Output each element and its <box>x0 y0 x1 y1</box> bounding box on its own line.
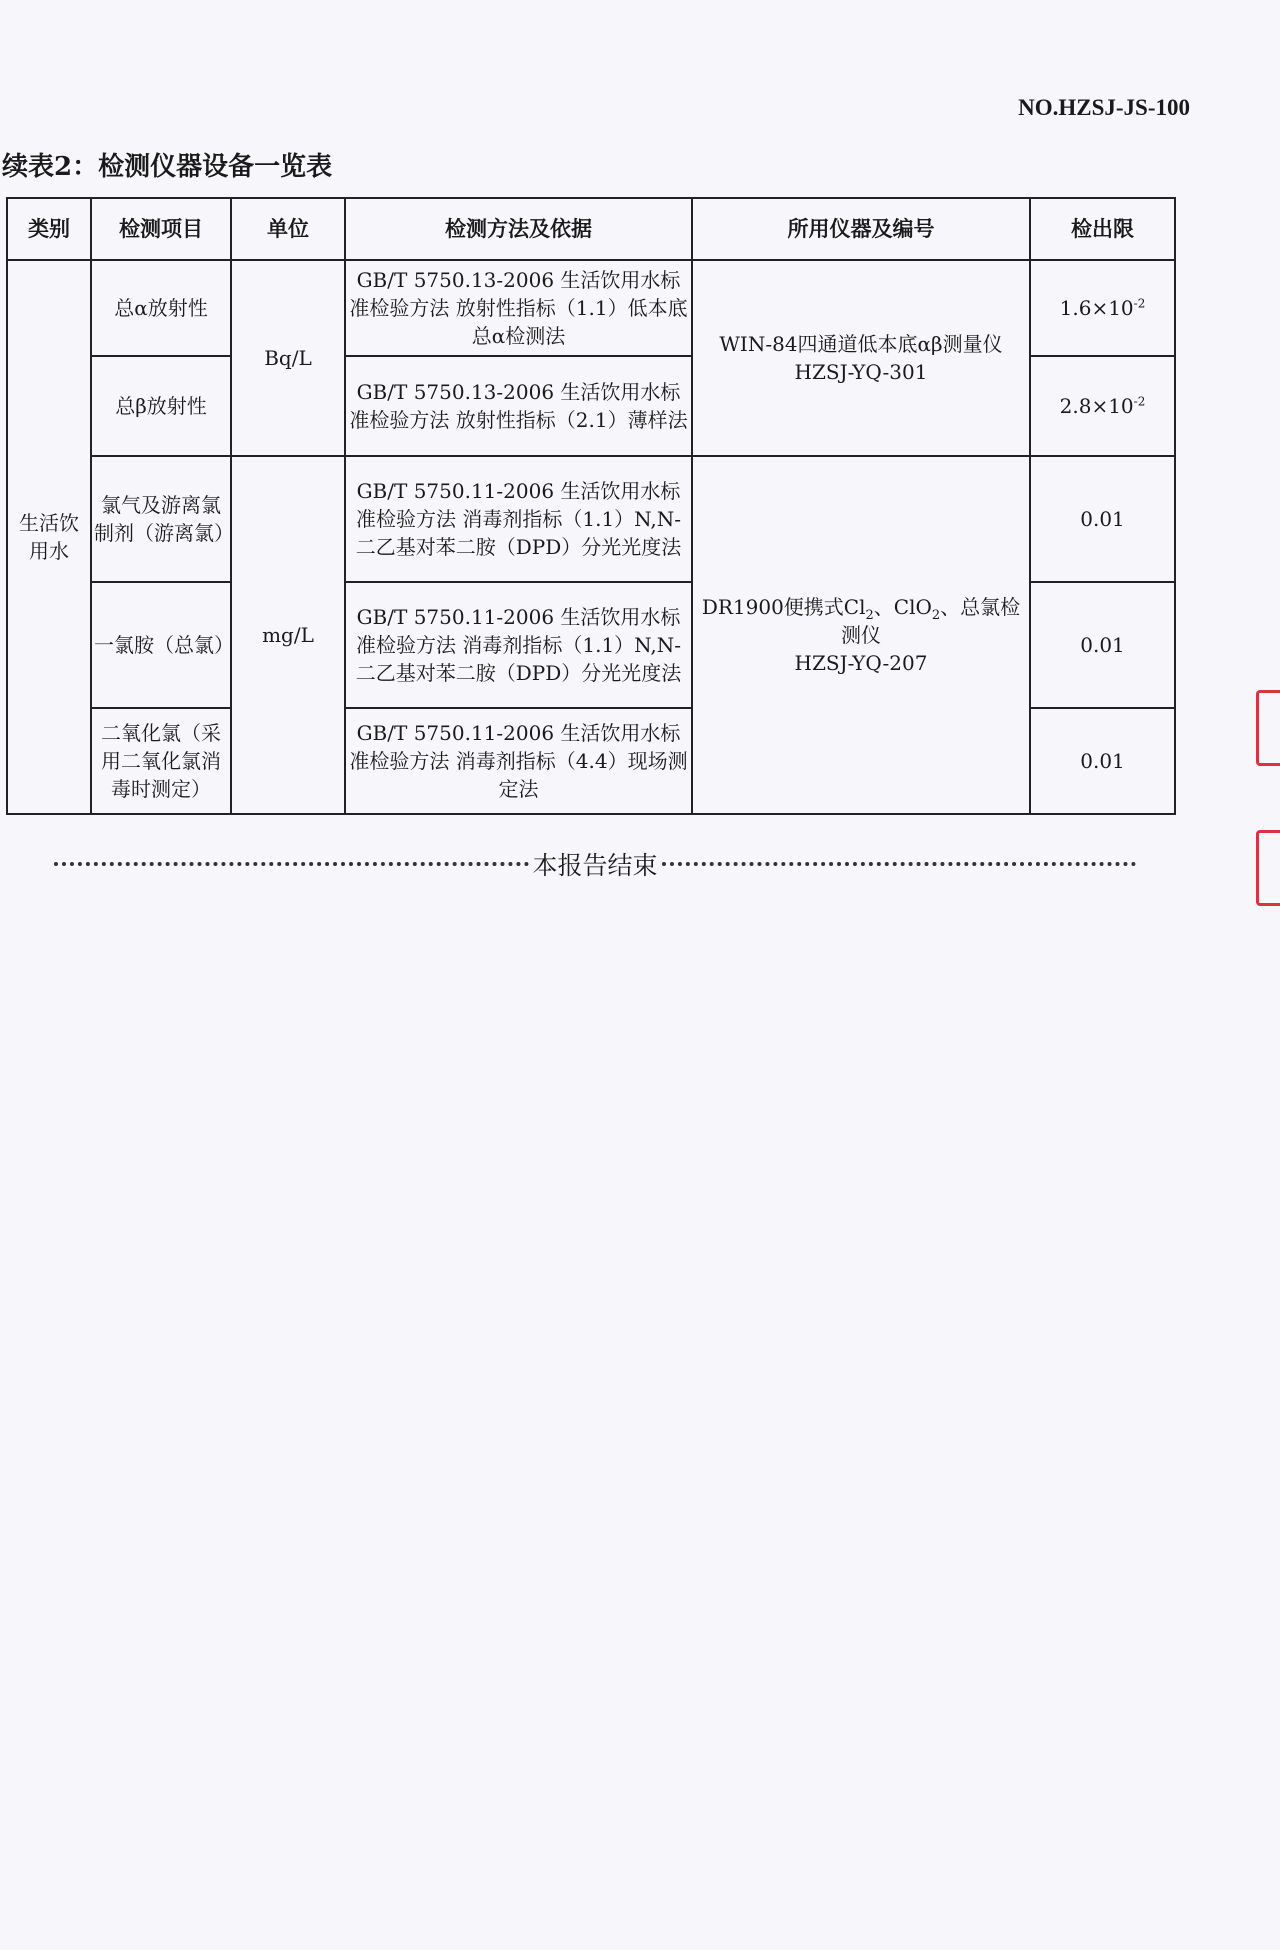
instrument-cell <box>692 456 1030 814</box>
instrument-cell <box>692 260 1030 456</box>
item-cell: 二氧化氯（采用二氧化氯消毒时测定） <box>91 708 231 814</box>
stamp-mark <box>1256 690 1280 766</box>
report-end-line <box>50 846 1140 882</box>
leader-dots-left <box>54 862 529 866</box>
table-row <box>7 260 1175 356</box>
limit-cell: 0.01 <box>1030 456 1175 582</box>
table-header-row <box>7 198 1175 260</box>
category-cell: 生活饮用水 <box>7 260 91 814</box>
unit-cell: Bq/L <box>231 260 345 456</box>
document-number: NO.HZSJ-JS-100 <box>1018 95 1190 120</box>
method-cell: GB/T 5750.11-2006 生活饮用水标准检验方法 消毒剂指标（1.1）N,N-二乙基对苯二胺（DPD）分光光度法 <box>345 456 692 582</box>
header-category: 类别 <box>7 198 91 260</box>
item-cell: 一氯胺（总氯） <box>91 582 231 708</box>
limit-base: 1.6×10 <box>1059 296 1134 320</box>
red-stamp-fragment <box>1250 680 1280 940</box>
stamp-mark <box>1256 830 1280 906</box>
limit-exponent: -2 <box>1133 394 1146 409</box>
item-cell: 总α放射性 <box>91 260 231 356</box>
header-method: 检测方法及依据 <box>345 198 692 260</box>
method-cell: GB/T 5750.13-2006 生活饮用水标准检验方法 放射性指标（1.1）低本底总α检测法 <box>345 260 692 356</box>
limit-cell: 0.01 <box>1030 582 1175 708</box>
instrument-code: HZSJ-YQ-207 <box>794 651 928 675</box>
instrument-name: DR1900便携式$Cl_2$、ClO$_2$、总氯检测仪 <box>701 595 1021 647</box>
header-item: 检测项目 <box>91 198 231 260</box>
method-cell: GB/T 5750.13-2006 生活饮用水标准检验方法 放射性指标（2.1）薄样法 <box>345 356 692 456</box>
item-cell: 氯气及游离氯制剂（游离氯） <box>91 456 231 582</box>
unit-cell: mg/L <box>231 456 345 814</box>
limit-cell <box>1030 356 1175 456</box>
item-cell: 总β放射性 <box>91 356 231 456</box>
limit-base: 2.8×10 <box>1059 394 1134 418</box>
header-limit: 检出限 <box>1030 198 1175 260</box>
leader-dots-right <box>662 862 1137 866</box>
header-instrument: 所用仪器及编号 <box>692 198 1030 260</box>
limit-exponent: -2 <box>1133 296 1146 311</box>
equipment-table <box>6 197 1176 815</box>
report-end-text: 本报告结束 <box>532 851 658 880</box>
header-unit: 单位 <box>231 198 345 260</box>
method-cell: GB/T 5750.11-2006 生活饮用水标准检验方法 消毒剂指标（1.1）N,N-二乙基对苯二胺（DPD）分光光度法 <box>345 582 692 708</box>
instrument-name: WIN-84四通道低本底αβ测量仪 <box>719 332 1003 356</box>
limit-cell: 0.01 <box>1030 708 1175 814</box>
method-cell: GB/T 5750.11-2006 生活饮用水标准检验方法 消毒剂指标（4.4）现场测定法 <box>345 708 692 814</box>
table-row <box>7 456 1175 582</box>
limit-cell <box>1030 260 1175 356</box>
instrument-code: HZSJ-YQ-301 <box>794 360 928 384</box>
table-title: 续表2：检测仪器设备一览表 <box>2 152 333 182</box>
